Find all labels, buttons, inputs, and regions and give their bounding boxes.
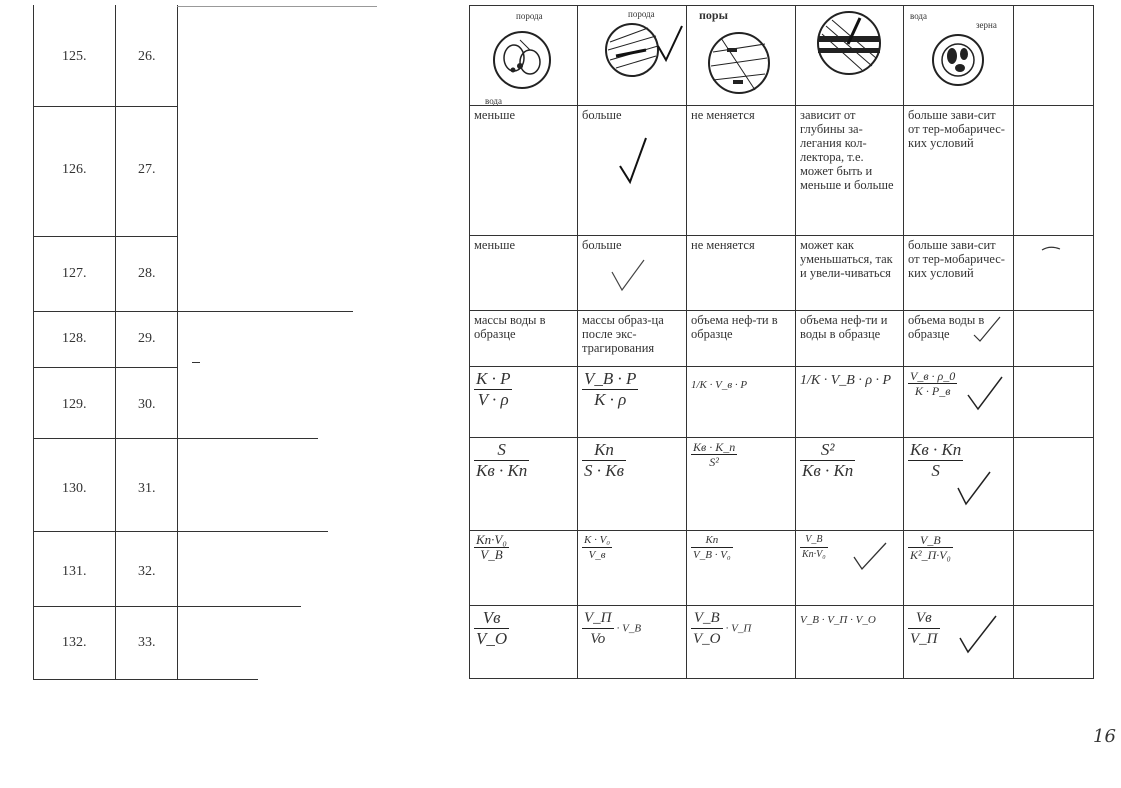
row-number: 132. (62, 635, 87, 650)
empty-cell (1014, 367, 1094, 438)
check-mark-icon (954, 468, 994, 508)
formula: $\frac{Kв \cdot K\_п}{\text{S²}}$ (693, 440, 736, 469)
check-mark-icon (850, 539, 890, 573)
grain-diagram-icon (930, 32, 986, 88)
formula-cell (470, 531, 578, 606)
answer-cell: может как уменьшаться, так и увели-чиваться (796, 236, 904, 311)
row-number: 131. (62, 564, 87, 579)
label-pores: поры (699, 8, 728, 22)
formula: $\frac{K \cdot P}{V \cdot \rho}$ (476, 369, 511, 409)
formula: $\frac{Kв \cdot Kп}{S}$ (910, 440, 962, 480)
answer-cell (578, 106, 687, 236)
formula: $\frac{V\_B}{\text{K²\_П·V₀}}$ (910, 533, 951, 562)
row-number: 29. (138, 331, 156, 346)
formula: $\frac{V\_B}{\text{Kп·V₀}}$ (802, 534, 826, 560)
formula-cell (470, 606, 578, 679)
diagram-cell-a (470, 6, 578, 106)
page-number: 16 (1093, 726, 1116, 747)
row-number: 129. (62, 397, 87, 412)
answer-text: объема воды в образце (908, 313, 985, 341)
formula: $\frac{V\_B \cdot P}{K \cdot \rho}$ (584, 369, 637, 409)
formula: 1/K · V_B · ρ · P (800, 373, 892, 388)
formula: $\frac{V\_П}{Vo}$ (584, 610, 612, 647)
formula-cell (904, 367, 1014, 438)
formula-cell (687, 438, 796, 531)
check-mark-icon (618, 136, 648, 186)
pore-diagram-icon (490, 26, 554, 92)
answer-cell (904, 311, 1014, 367)
answer-cell (578, 236, 687, 311)
row-number: 26. (138, 49, 156, 64)
row-line (33, 106, 178, 107)
pore-diagram-icon (602, 22, 662, 78)
label-rock: порода (628, 9, 655, 19)
row-number: 30. (138, 397, 156, 412)
answer-text: больше (582, 108, 622, 122)
diagram-cell-b (578, 6, 687, 106)
answer-cell: больше зави-сит от тер-мобаричес-ких условий (904, 106, 1014, 236)
row-number: 33. (138, 635, 156, 650)
answer-cell: объема неф-ти и воды в образце (796, 311, 904, 367)
formula-cell (578, 367, 687, 438)
formula-cell (578, 606, 687, 679)
stray-line (177, 6, 377, 7)
label-rock: порода (516, 11, 543, 21)
row-number: 127. (62, 266, 87, 281)
formula: $\frac{\text{K · V₀}}{V\_в}$ (584, 534, 611, 561)
fracture-diagram-icon (814, 10, 884, 76)
row-line (33, 679, 258, 680)
answer-cell: меньше (470, 106, 578, 236)
empty-cell (1014, 438, 1094, 531)
formula-cell (904, 438, 1014, 531)
answer-cell: массы образ-ца после экс-трагирования (578, 311, 687, 367)
row-line (33, 236, 178, 237)
empty-cell (1014, 6, 1094, 106)
formula-cell (578, 531, 687, 606)
answer-cell: больше зави-сит от тер-мобаричес-ких условий (904, 236, 1014, 311)
answer-cell: массы воды в образце (470, 311, 578, 367)
check-mark-icon (972, 315, 1002, 343)
formula: $\frac{Kп}{\text{V\_B · V₀}}$ (693, 534, 731, 561)
table-row (470, 236, 1094, 311)
empty-cell (1014, 106, 1094, 236)
row-number: 32. (138, 564, 156, 579)
row-line (33, 606, 301, 607)
answer-cell: не меняется (687, 236, 796, 311)
label-water: вода (910, 11, 928, 21)
formula-cell (904, 606, 1014, 679)
formula-cell (796, 606, 904, 679)
answer-cell: зависит от глубины за-легания кол-лектора, т.е. может быть и меньше и больше (796, 106, 904, 236)
label-water: вода (485, 96, 503, 106)
table-row (470, 367, 1094, 438)
answer-text: больше (582, 238, 622, 252)
diagram-cell-c (687, 6, 796, 106)
row-number: 28. (138, 266, 156, 281)
row-line (33, 367, 178, 368)
row-number: 125. (62, 49, 87, 64)
table-row (470, 531, 1094, 606)
table-row (470, 6, 1094, 106)
formula: $\frac{V\_в \cdot \rho\_0}{K \cdot P\_в}$ (910, 369, 956, 398)
table-row (470, 311, 1094, 367)
formula-cell (687, 606, 796, 679)
formula: 1/K · V_в · P (691, 379, 748, 391)
row-number: 27. (138, 162, 156, 177)
pore-diagram-icon (707, 26, 771, 100)
formula: $\frac{\text{S²}}{Kв \cdot Kп}$ (802, 440, 854, 480)
formula: $\frac{S}{Kв \cdot Kп}$ (476, 440, 528, 480)
row-number: 128. (62, 331, 87, 346)
formula: $\frac{Vв}{V\_П}$ (910, 610, 938, 647)
stray-dash (192, 362, 200, 363)
formula-tail: · V_П (725, 622, 752, 635)
pen-mark-icon (1040, 244, 1062, 254)
formula-tail: · V_B (616, 622, 642, 635)
table-row (470, 606, 1094, 679)
formula: $\frac{V\_B}{V\_O}$ (693, 610, 721, 647)
empty-cell (1014, 531, 1094, 606)
formula-cell (796, 531, 904, 606)
formula: $\frac{\text{Kп·V₀}}{V\_B}$ (476, 532, 507, 562)
answer-cell: не меняется (687, 106, 796, 236)
diagram-cell-e (904, 6, 1014, 106)
empty-cell (1014, 606, 1094, 679)
check-mark-icon (656, 24, 684, 64)
formula-cell (796, 438, 904, 531)
diagram-cell-d (796, 6, 904, 106)
check-mark-icon (956, 612, 1000, 656)
check-mark-icon (964, 373, 1004, 413)
check-mark-icon (608, 258, 648, 294)
row-number: 130. (62, 481, 87, 496)
row-line (33, 311, 353, 312)
formula: V_B · V_П · V_O (800, 614, 876, 626)
table-row (470, 438, 1094, 531)
formula-cell (796, 367, 904, 438)
formula-cell (687, 531, 796, 606)
table-row (470, 106, 1094, 236)
formula: $\frac{Kп}{S \cdot Kв}$ (584, 440, 624, 480)
answer-table (469, 5, 1094, 679)
row-line (33, 531, 328, 532)
answer-cell: меньше (470, 236, 578, 311)
row-number: 31. (138, 481, 156, 496)
label-grains: зерна (976, 20, 997, 30)
row-line (33, 438, 318, 439)
formula-cell (687, 367, 796, 438)
formula-cell (470, 367, 578, 438)
formula-cell (904, 531, 1014, 606)
formula-cell (470, 438, 578, 531)
formula-cell (578, 438, 687, 531)
empty-cell (1014, 311, 1094, 367)
answer-cell: объема неф-ти в образце (687, 311, 796, 367)
formula: $\frac{Vв}{V\_O}$ (476, 608, 508, 648)
row-number: 126. (62, 162, 87, 177)
